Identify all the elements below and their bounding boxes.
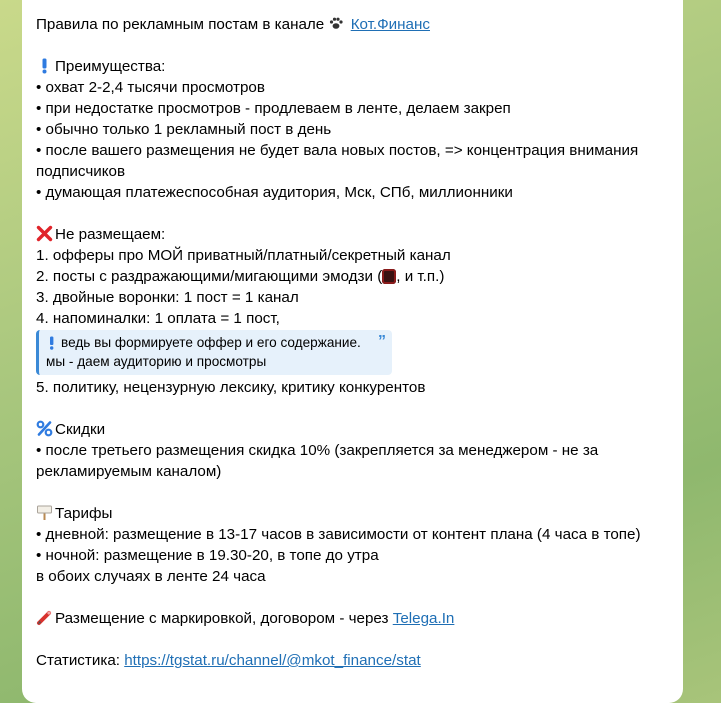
not-placed-heading: Не размещаем: [36,224,669,245]
list-item: 2. посты с раздражающими/мигающими эмодзи ( , и т.п.) [36,268,445,285]
signpost-icon [36,504,53,521]
list-item: • после третьего размещения скидка 10% (закрепляется за менеджером - не за рекламируемым каналом) [36,442,599,480]
channel-link[interactable]: Кот.Финанс [350,16,430,33]
pencil-icon [36,609,53,626]
telega-link[interactable]: Telega.In [392,610,455,627]
paw-icon [328,14,346,35]
discounts-heading: Скидки [36,419,669,440]
percent-icon [36,420,53,437]
list-item: 4. напоминалки: 1 оплата = 1 пост, [36,310,280,327]
list-item: 1. офферы про МОЙ приватный/платный/секретный канал [36,247,451,264]
list-item: • после вашего размещения не будет вала новых постов, => концентрация внимания подписчиков [36,142,639,180]
cross-icon [36,225,53,242]
animated-emoji-icon [382,269,396,284]
quote-icon: ” [378,333,386,350]
blockquote: ведь вы формируете оффер и его содержание. мы - даем аудиторию и просмотры ” [36,330,392,375]
tariffs-heading: Тарифы [36,503,669,524]
list-item: 3. двойные воронки: 1 пост = 1 канал [36,289,299,306]
exclamation-icon [46,336,58,350]
message-title: Правила по рекламным постам в канале Кот.Финанс [36,16,430,33]
list-item: • обычно только 1 рекламный пост в день [36,121,332,138]
list-item: • дневной: размещение в 13-17 часов в зависимости от контент плана (4 часа в топе) [36,526,641,543]
list-item: • ночной: размещение в 19.30-20, в топе до утра [36,547,379,564]
exclamation-icon [36,57,53,74]
list-item: • думающая платежеспособная аудитория, Мск, СПб, миллионники [36,184,513,201]
message-bubble [22,0,683,703]
list-item: • охват 2-2,4 тысячи просмотров [36,79,265,96]
stats-link[interactable]: https://tgstat.ru/channel/@mkot_finance/stat [124,652,421,669]
placement-line: Размещение с маркировкой, договором - через Telega.In [36,608,669,629]
list-item: 5. политику, нецензурную лексику, критику конкурентов [36,379,426,396]
list-item: в обоих случаях в ленте 24 часа [36,568,266,585]
advantages-heading: Преимущества: [36,56,669,77]
stats-line: Статистика: https://tgstat.ru/channel/@mkot_finance/stat [36,652,421,669]
list-item: • при недостатке просмотров - продлеваем в ленте, делаем закреп [36,100,511,117]
